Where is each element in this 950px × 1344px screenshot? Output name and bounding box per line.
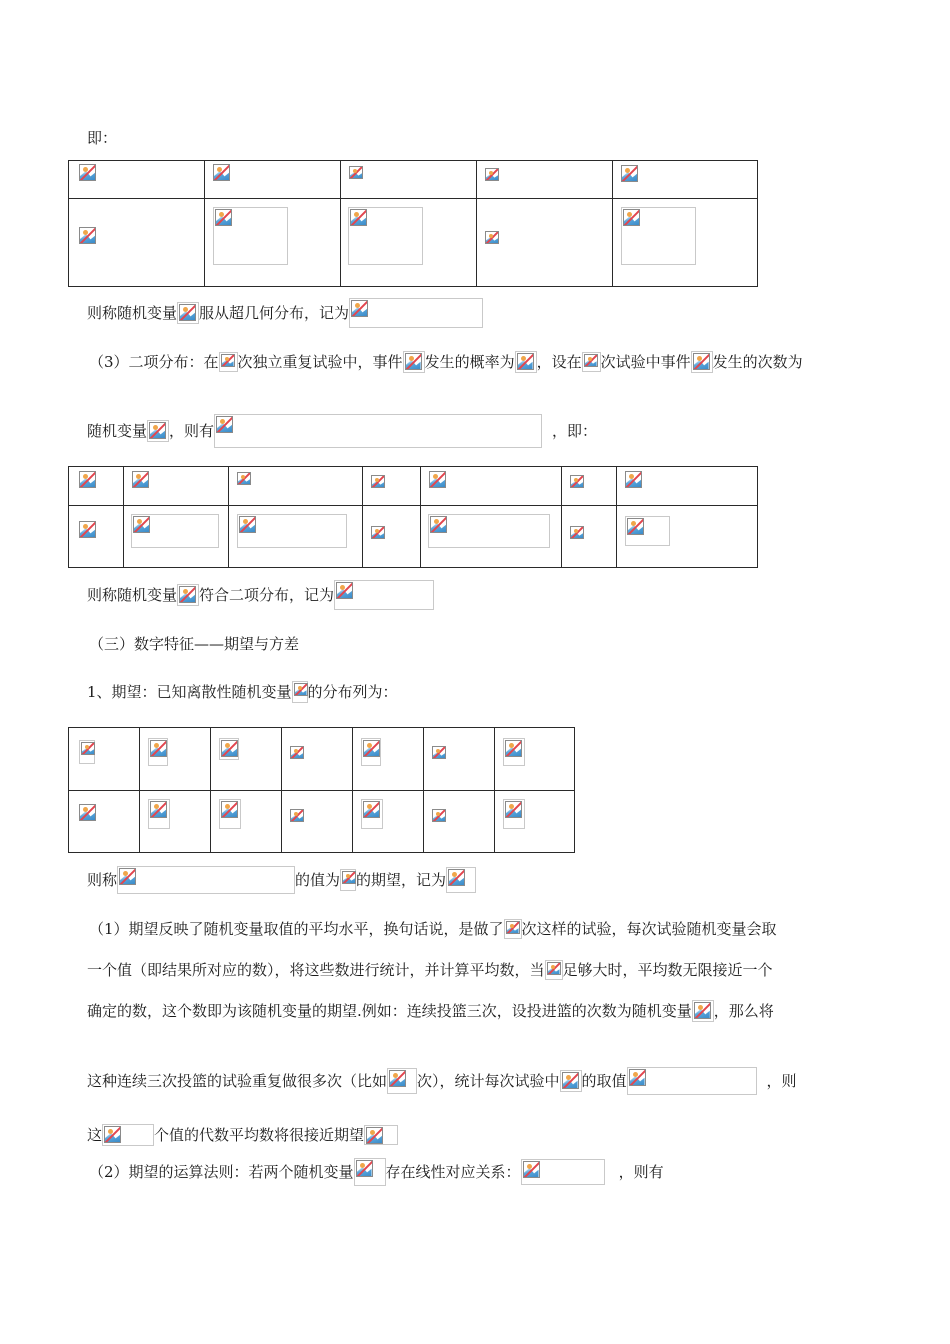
variable-image [582, 352, 601, 372]
expectation-intro: 1、期望：已知离散性随机变量 的分布列为： [87, 683, 398, 701]
broken-image-icon [237, 472, 251, 485]
broken-image-icon [132, 471, 149, 488]
expectation-table [68, 727, 575, 853]
broken-image-icon [349, 166, 363, 179]
variable-image [692, 1000, 714, 1022]
broken-image-icon [79, 471, 96, 488]
para1-line1: （1）期望反映了随机变量取值的平均水平，换句话说，是做了 次这样的试验，每次试验随机变量会取 [89, 920, 777, 938]
binomial-intro: （3）二项分布：在 次独立重复试验中，事件 发生的概率为 ，设在 次试验中事件 发生的次数为 [89, 353, 803, 371]
variable-image [504, 919, 522, 939]
para1-line3: 确定的数，这个数即为该随机变量的期望.例如：连续投篮三次，设投进篮的次数为随机变量 ，那么将 [87, 1002, 774, 1020]
formula-image [428, 514, 550, 548]
para1-line4: 这种连续三次投篮的试验重复做很多次（比如 次），统计每次试验中 的取值 ，则 [87, 1065, 797, 1095]
section-ji: 即： [87, 129, 118, 147]
broken-image-icon [625, 471, 642, 488]
variable-image [219, 352, 238, 372]
broken-image-icon [485, 231, 499, 244]
broken-image-icon [432, 746, 446, 759]
binomial-conclusion: 则称随机变量 符合二项分布，记为 [87, 579, 434, 609]
variable-image [545, 960, 563, 980]
formula-image [334, 580, 434, 610]
binomial-table [68, 466, 758, 568]
variable-image [691, 351, 713, 373]
number-image [102, 1124, 154, 1146]
para2-line: （2）期望的运算法则：若两个随机变量 存在线性对应关系： ，则有 [89, 1156, 664, 1186]
formula-image [349, 298, 483, 328]
hypergeometric-table [68, 160, 758, 287]
formula-image [621, 207, 696, 265]
broken-image-icon [79, 227, 96, 244]
variable-image [147, 420, 169, 442]
broken-image-icon [371, 475, 385, 488]
formula-image [131, 514, 219, 548]
variable-image [177, 302, 199, 324]
broken-image-icon [570, 526, 584, 539]
variable-image [560, 1070, 582, 1092]
broken-image-icon [485, 168, 499, 181]
formula-image [503, 799, 525, 829]
expectation-definition: 则称 的值为 的期望，记为 [87, 864, 476, 894]
broken-image-icon [290, 809, 304, 822]
formula-image [361, 799, 383, 829]
variable-image [403, 351, 425, 373]
broken-image-icon [290, 746, 304, 759]
formula-image [627, 1067, 757, 1095]
number-image [387, 1068, 417, 1094]
broken-image-icon [429, 471, 446, 488]
formula-image [79, 740, 95, 764]
binomial-line2: 随机变量 ，则有 ，即： [87, 414, 597, 444]
variable-image [340, 869, 356, 891]
formula-image [503, 738, 525, 766]
formula-image [214, 414, 542, 448]
broken-image-icon [432, 809, 446, 822]
formula-image [219, 738, 239, 760]
formula-image [348, 207, 423, 265]
formula-image [237, 514, 347, 548]
broken-image-icon [213, 164, 230, 181]
formula-image [117, 866, 295, 894]
variable-image [515, 351, 537, 373]
broken-image-icon [79, 804, 96, 821]
broken-image-icon [570, 475, 584, 488]
formula-image [361, 738, 381, 766]
hypergeometric-conclusion: 则称随机变量 服从超几何分布，记为 [87, 297, 483, 327]
formula-image [521, 1159, 605, 1185]
broken-image-icon [621, 165, 638, 182]
formula-image [148, 738, 168, 766]
section-three-title: （三）数字特征——期望与方差 [89, 635, 300, 653]
broken-image-icon [79, 521, 96, 538]
broken-image-icon [79, 164, 96, 181]
formula-image [625, 516, 670, 546]
formula-image [213, 207, 288, 265]
formula-image [219, 799, 241, 829]
variable-image [292, 681, 308, 703]
variable-image [354, 1158, 386, 1186]
broken-image-icon [371, 526, 385, 539]
para1-line5: 这 个值的代数平均数将很接近期望 [87, 1119, 398, 1149]
formula-image [446, 867, 476, 893]
formula-image [148, 799, 170, 829]
formula-image [364, 1125, 398, 1145]
para1-line2: 一个值（即结果所对应的数），将这些数进行统计，并计算平均数，当 足够大时，平均数无限接近一个 [87, 961, 773, 979]
variable-image [177, 584, 199, 606]
